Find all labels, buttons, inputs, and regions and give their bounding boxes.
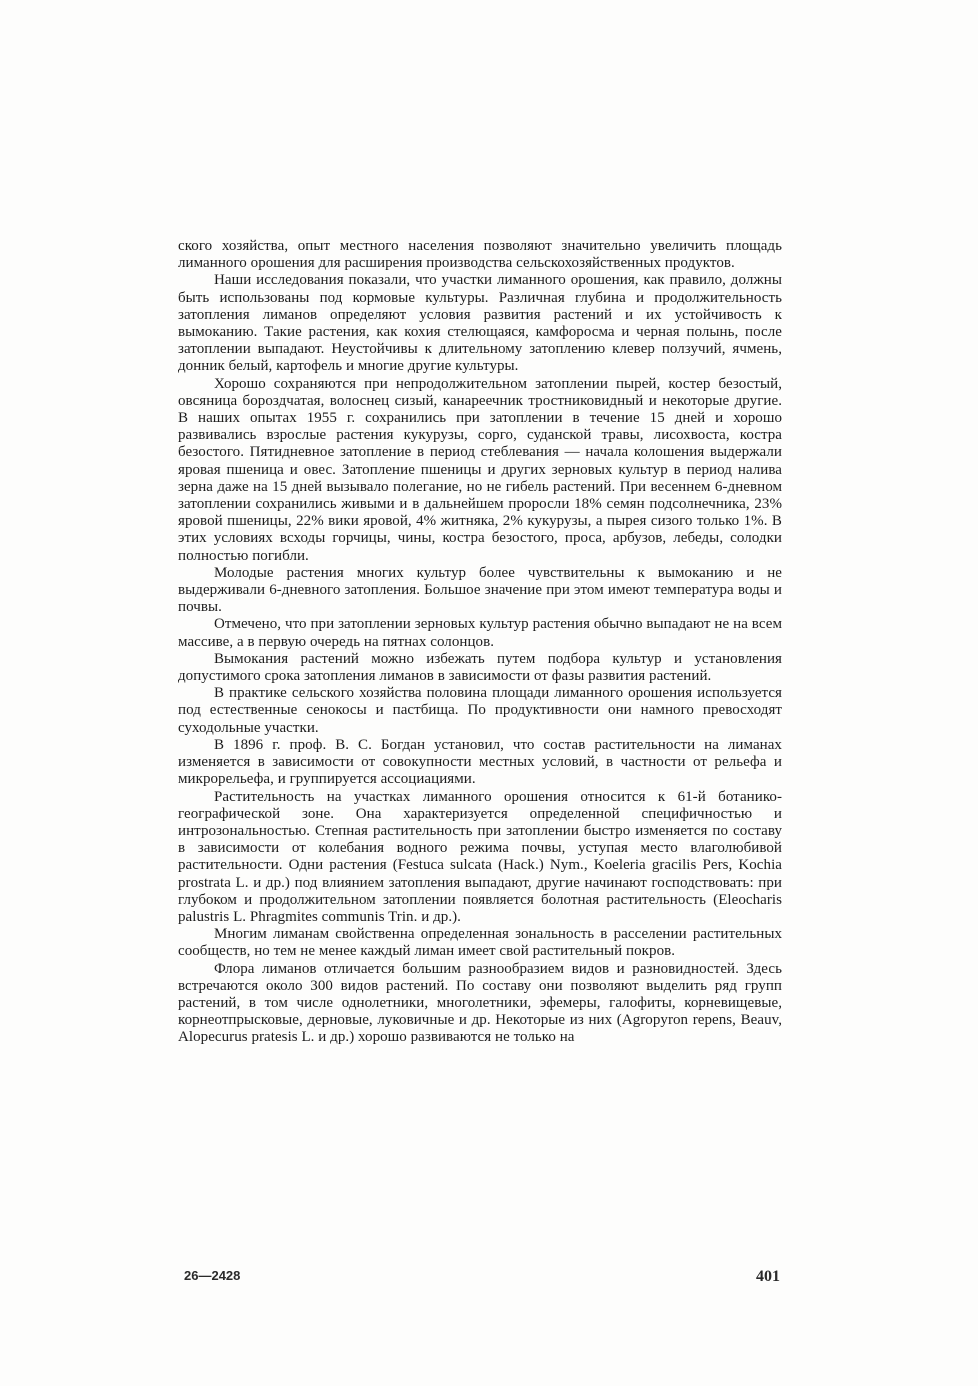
paragraph-4: Молодые растения многих культур более чувствительны к вымоканию и не выдерживали 6-дневного затопления. Большое значение при этом имеют температура воды и почвы. <box>178 564 782 616</box>
body-text <box>178 238 782 1047</box>
page-number: 401 <box>756 1268 780 1285</box>
paragraph-9: Растительность на участках лиманного орошения относится к 61-й ботанико-географической зоне. Она характеризуется определенной специфичностью и интрозональностью. Степная растительность при затоплении быстро изменяется по составу в зависимости от колебания водного режима почвы, уступая место влаголюбивой растительности. Одни растения (Festuca sulcata (Hack.) Nym., Koeleria gracilis Pers, Kochia prostrata L. и др.) под влиянием затопления выпадают, другие начинают господствовать: при глубоком и продолжительном затоплении появляется болотная растительность (Eleocharis palustris L. Phragmites communis Trin. и др.). <box>178 788 782 925</box>
paragraph-6: Вымокания растений можно избежать путем подбора культур и установления допустимого срока затопления лиманов в зависимости от фазы развития растений. <box>178 650 782 685</box>
printer-signature: 26—2428 <box>184 1268 241 1283</box>
paragraph-7: В практике сельского хозяйства половина площади лиманного орошения используется под естественные сенокосы и пастбища. По продуктивности они намного превосходят суходольные участки. <box>178 685 782 736</box>
paragraph-2: Наши исследования показали, что участки лиманного орошения, как правило, должны быть использованы под кормовые культуры. Различная глубина и продолжительность затопления лиманов определяют условия развития растений и их устойчивость к вымоканию. Такие растения, как кохия стелющаяся, камфоросма и черная полынь, после затоплении выпадают. Неустойчивы к длительному затоплению клевер ползучий, ячмень, донник белый, картофель и многие другие культуры. <box>178 272 782 375</box>
paragraph-10: Многим лиманам свойственна определенная зональность в расселении растительных сообществ, но тем не менее каждый лиман имеет свой растительный покров. <box>178 926 782 960</box>
paragraph-8: В 1896 г. проф. В. С. Богдан установил, что состав растительности на лиманах изменяется в зависимости от совокупности местных условий, в частности от рельефа и микрорельефа, и группируется ассоциациями. <box>178 736 782 788</box>
paragraph-1: ского хозяйства, опыт местного населения позволяют значительно увеличить площадь лиманного орошения для расширения производства сельскохозяйственных продуктов. <box>178 238 782 272</box>
paragraph-5: Отмечено, что при затоплении зерновых культур растения обычно выпадают не на всем массиве, а в первую очередь на пятнах солонцов. <box>178 616 782 650</box>
paragraph-11: Флора лиманов отличается большим разнообразием видов и разновидностей. Здесь встречаются около 300 видов растений. По составу они позволяют выделить ряд групп растений, в том числе однолетники, многолетники, эфемеры, галофиты, корневищевые, корнеотпрысковые, дерновые, луковичные и др. Некоторые из них (Agropyron repens, Beauv, Alopecurus pratesis L. и др.) хорошо развиваются не только на <box>178 960 782 1046</box>
paragraph-3: Хорошо сохраняются при непродолжительном затоплении пырей, костер безостый, овсяница бороздчатая, волоснец сизый, канареечник тростниковидный и некоторые другие. В наших опытах 1955 г. сохранились при затоплении в течение 15 дней и хорошо развивались взрослые растения кукурузы, сорго, суданской травы, лисохвоста, костра безостого. Пятидневное затопление в период стеблевания — начала колошения выдержали яровая пшеница и овес. Затопление пшеницы и других зерновых культур в период налива зерна даже на 15 дней вызывало полегание, но не гибель растений. При весеннем 6-дневном затоплении сохранились живыми и в дальнейшем проросли 18% семян подсолнечника, 23% яровой пшеницы, 22% вики яровой, 4% житняка, 2% кукурузы, а пырея сизого только 1%. В этих условиях всходы горчицы, чины, костра безостого, проса, арбузов, лебеды, солодки полностью погибли. <box>178 375 782 564</box>
